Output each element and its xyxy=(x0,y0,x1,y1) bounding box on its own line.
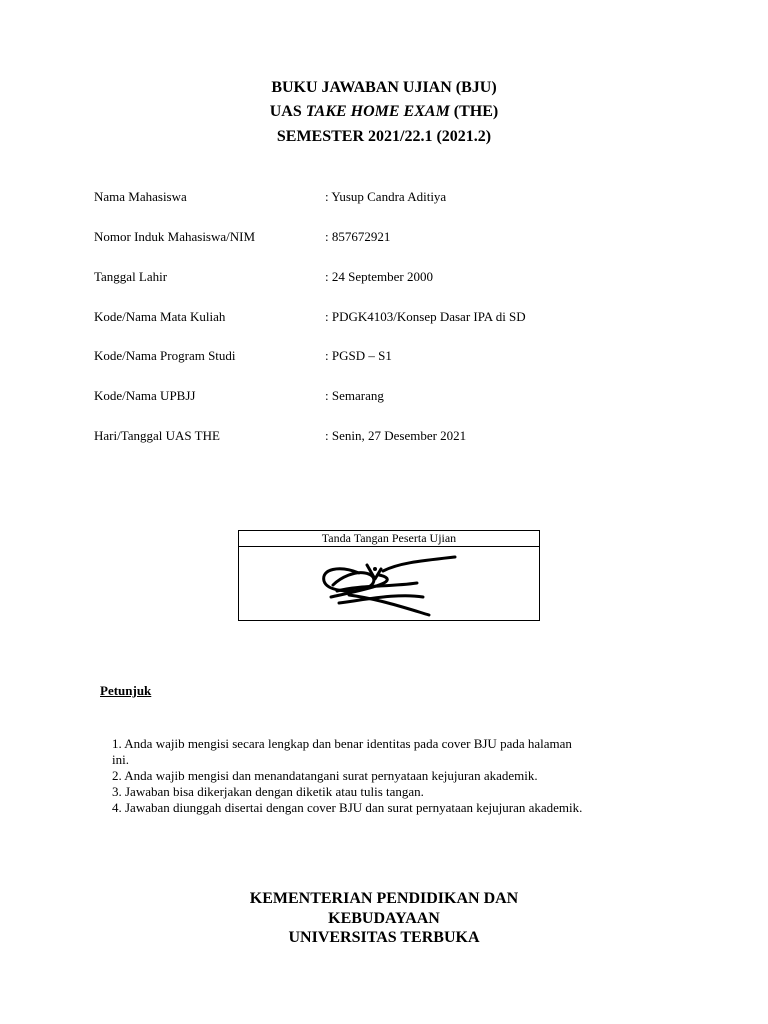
title-line-2-italic: TAKE HOME EXAM xyxy=(305,103,450,120)
identity-label: Kode/Nama Program Studi xyxy=(94,348,236,363)
title-line-2-prefix: UAS xyxy=(269,103,306,120)
signature-label: Tanda Tangan Peserta Ujian xyxy=(239,531,539,547)
identity-value: : 857672921 xyxy=(325,229,391,244)
identity-label: Hari/Tanggal UAS THE xyxy=(94,428,220,443)
signature-icon xyxy=(319,555,459,621)
footer-line-2: KEBUDAYAAN xyxy=(328,910,440,927)
identity-value: : Semarang xyxy=(325,388,384,403)
title-line-2-suffix: (THE) xyxy=(449,103,499,120)
signature-box xyxy=(238,530,540,621)
identity-label: Kode/Nama Mata Kuliah xyxy=(94,309,226,324)
instructions-list xyxy=(112,736,672,816)
list-item: 3. Jawaban bisa dikerjakan dengan diketik atau tulis tangan. xyxy=(112,784,424,799)
list-item: ini. xyxy=(112,752,129,767)
identity-value: : Yusup Candra Aditiya xyxy=(325,189,447,204)
identity-value: : PDGK4103/Konsep Dasar IPA di SD xyxy=(325,309,526,324)
identity-value: : 24 September 2000 xyxy=(325,269,433,284)
identity-label: Nama Mahasiswa xyxy=(94,189,187,204)
footer-line-3: UNIVERSITAS TERBUKA xyxy=(288,929,480,946)
list-item: 4. Jawaban diunggah disertai dengan cover BJU dan surat pernyataan kejujuran akademik. xyxy=(112,800,583,815)
title-line-3: SEMESTER 2021/22.1 (2021.2) xyxy=(276,128,492,145)
list-item: 1. Anda wajib mengisi secara lengkap dan benar identitas pada cover BJU pada halaman xyxy=(112,736,572,751)
identity-label: Kode/Nama UPBJJ xyxy=(94,388,196,403)
title-line-2 xyxy=(0,100,768,124)
title-line-1: BUKU JAWABAN UJIAN (BJU) xyxy=(271,79,497,96)
identity-label: Tanggal Lahir xyxy=(94,269,168,284)
identity-label: Nomor Induk Mahasiswa/NIM xyxy=(94,229,256,244)
identity-value: : PGSD – S1 xyxy=(325,348,392,363)
identity-value: : Senin, 27 Desember 2021 xyxy=(325,428,467,443)
list-item: 2. Anda wajib mengisi dan menandatangani surat pernyataan kejujuran akademik. xyxy=(112,768,538,783)
footer-line-1: KEMENTERIAN PENDIDIKAN DAN xyxy=(249,890,519,907)
instructions-heading: Petunjuk xyxy=(100,683,152,698)
